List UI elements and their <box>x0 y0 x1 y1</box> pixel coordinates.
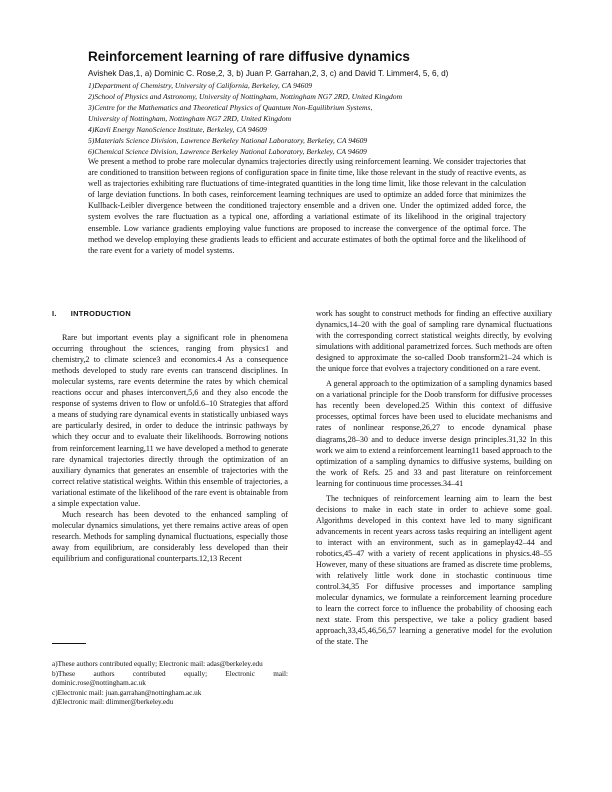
body-paragraph: Much research has been devoted to the enhanced sampling of molecular dynamics simulations, yet there remains active areas of open research. Methods for sampling dynamical fluctuations, especially those away from equilibrium, are considerably less developed than their equilibrium and configurational counterparts.12,13 Recent <box>52 509 288 563</box>
body-paragraph: Rare but important events play a significant role in phenomena occurring throughout the sciences, ranging from physics1 and chemistry,2 to climate science3 and economics.4 As a consequence methods developed to study rare events can transcend disciplines. In molecular systems, rare events determine the rates by which chemical reactions occur and phases interconvert,5,6 and they also encode the response of systems driven to flow or unfold.6–10 Strategies that afford a means of studying rare dynamical events in statistically unbiased ways are particularly desired, in order to deduce the intrinsic pathways by which they occur and to evaluate their likelihoods. Borrowing notions from reinforcement learning,11 we have developed a method to generate rare dynamical trajectories directly through the optimization of an auxiliary dynamics that generates an ensemble of trajectories with the correct relative statistical weights. Within this ensemble of trajectories, a variational estimate of the likelihood of the rare event is obtainable from a simple expectation value. <box>52 333 288 508</box>
footnotes <box>52 660 288 708</box>
affiliation: University of Nottingham, Nottingham NG7 2RD, United Kingdom <box>88 114 292 123</box>
left-column <box>52 308 288 564</box>
footnote: b)These authors contributed equally; Electronic mail: dominic.rose@nottingham.ac.uk <box>52 669 288 688</box>
body-paragraph: The techniques of reinforcement learning aim to learn the best decisions to make in each state in order to achieve some goal. Algorithms developed in this context have led to many significant advancements in recent years across tasks requiring an intelligent agent to interact with an environment, such as in gameplay42–44 and robotics,45–47 with a variety of recent applications in physics.48–55 However, many of these situations are framed as discrete time problems, with relatively little work done in stochastic continuous time control.34,35 For diffusive processes and importance sampling molecular dynamics, we formulate a reinforcement learning procedure to learn the correct force to influence the probability of choosing each next state. From this perspective, we take a policy gradient based approach,33,45,46,56,57 learning a generative model for the evolution of the state. The <box>316 493 552 647</box>
footnote: c)Electronic mail: juan.garrahan@nottingham.ac.uk <box>52 688 202 697</box>
section-number: I. <box>52 309 57 318</box>
right-column <box>316 308 552 647</box>
author-list: Avishek Das,1, a) Dominic C. Rose,2, 3, b) Juan P. Garrahan,2, 3, c) and David T. Limmer4, 5, 6, d) <box>88 69 449 78</box>
footnote-rule <box>52 643 86 644</box>
paper-title: Reinforcement learning of rare diffusive dynamics <box>88 49 410 64</box>
abstract: We present a method to probe rare molecular dynamics trajectories directly using reinforcement learning. We consider trajectories that are conditioned to transition between regions of configuration space in finite time, like those relevant in the study of reactive events, as well as trajectories exhibiting rare fluctuations of time-integrated quantities in the long time limit, like those relevant in the calculation of large deviation functions. In both cases, reinforcement learning techniques are used to optimize an added force that minimizes the Kullback-Leibler divergence between the conditioned trajectory ensemble and a driven one. Under the optimized added force, the system evolves the rare fluctuation as a typical one, affording a variational estimate of its likelihood in the original trajectory ensemble. Low variance gradients employing value functions are proposed to increase the convergence of the optimal force. The method we develop employing these gradients leads to efficient and accurate estimates of both the optimal force and the likelihood of the rare event for a variety of model systems. <box>88 157 526 255</box>
affiliations <box>88 80 528 157</box>
footnote: a)These authors contributed equally; Electronic mail: adas@berkeley.edu <box>52 660 263 668</box>
section-title: INTRODUCTION <box>70 309 131 318</box>
affiliation: 6)Chemical Science Division, Lawrence Berkeley National Laboratory, Berkeley, CA 94609 <box>88 147 367 156</box>
affiliation: 3)Centre for the Mathematics and Theoretical Physics of Quantum Non-Equilibrium Systems, <box>88 103 373 112</box>
body-paragraph: work has sought to construct methods for finding an effective auxiliary dynamics,14–20 with the goal of sampling rare dynamical fluctuations with the corresponding correct statistical weights directly, by evolving simulations with additional parametrized forces. Such methods are often designed to approximate the so-called Doob transform21–24 which is the unique force that evolves a trajectory conditioned on a rare event. <box>316 309 552 374</box>
section-heading <box>52 308 288 319</box>
affiliation: 2)School of Physics and Astronomy, University of Nottingham, Nottingham NG7 2RD, United Kingdom <box>88 92 403 101</box>
affiliation: 5)Materials Science Division, Lawrence Berkeley National Laboratory, Berkeley, CA 94609 <box>88 136 368 145</box>
body-paragraph: A general approach to the optimization of a sampling dynamics based on a variational principle for the Doob transform for diffusive processes has recently been developed.25 Within this context of diffusive processes, optimal forces have been used to elucidate mechanisms and rates of nonlinear response,26,27 to encode dynamical phase diagrams,28–30 and to deduce inverse design principles.31,32 In this work we aim to extend a reinforcement learning11 based approach to the optimization of a sampling dynamics to diffusive systems, building on the work of Refs. 25 and 33 and past literature on reinforcement learning for continuous time processes.34–41 <box>316 379 552 488</box>
footnote: d)Electronic mail: dlimmer@berkeley.edu <box>52 698 174 707</box>
affiliation: 4)Kavli Energy NanoScience Institute, Berkeley, CA 94609 <box>88 125 267 134</box>
affiliation: 1)Department of Chemistry, University of California, Berkeley, CA 94609 <box>88 81 313 90</box>
